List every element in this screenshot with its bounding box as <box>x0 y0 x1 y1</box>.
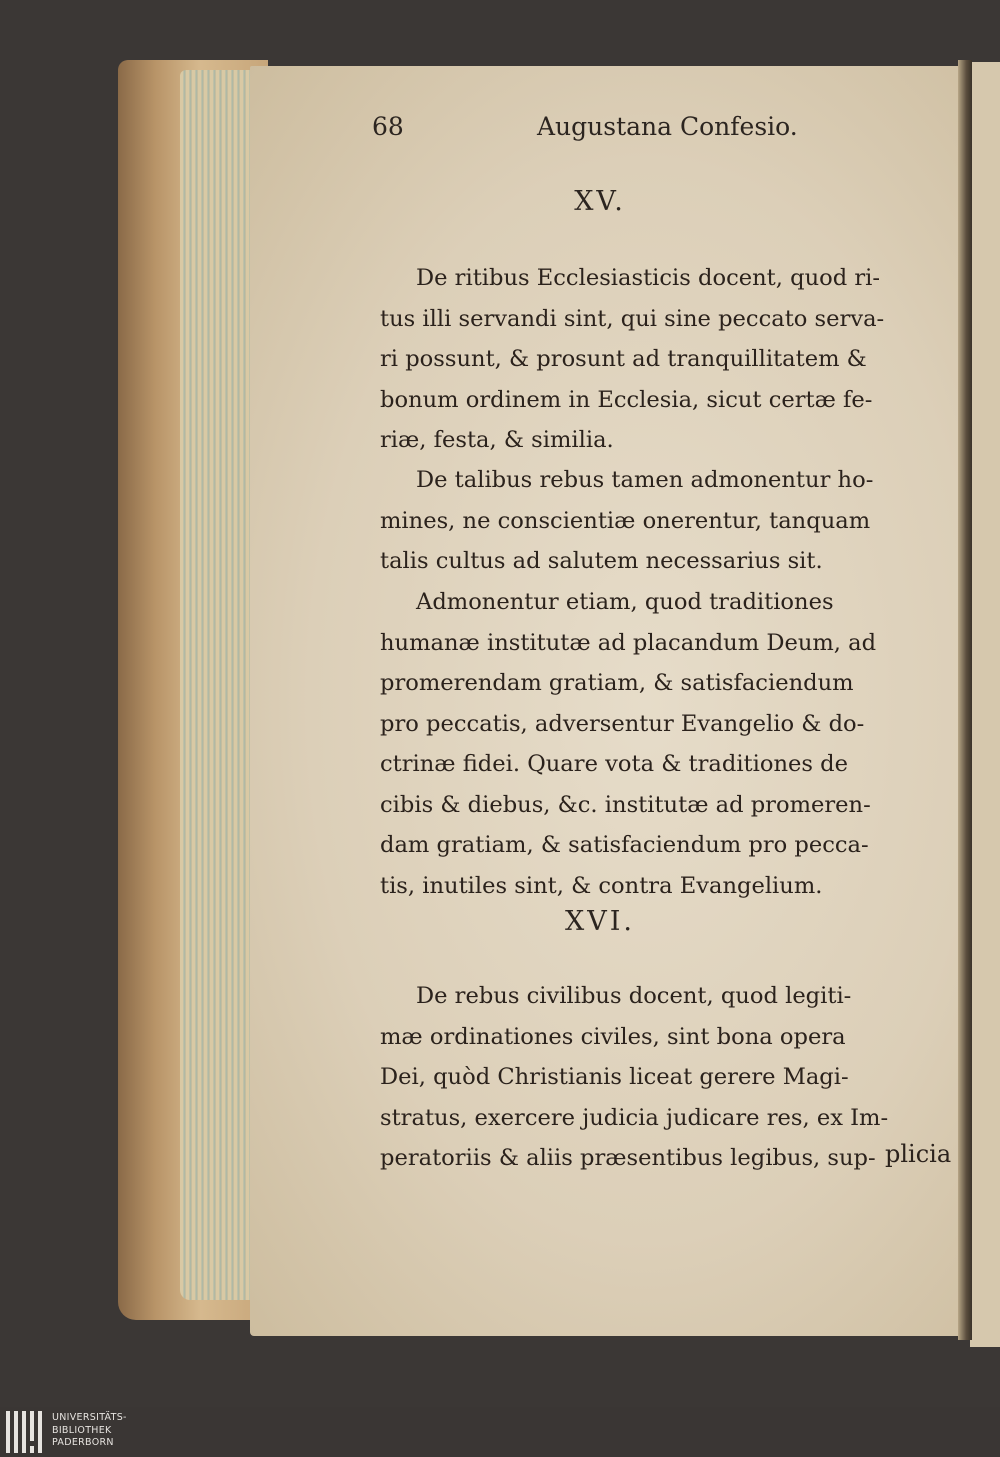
text-line: Dei, quòd Christianis liceat gerere Magi- <box>380 1064 849 1090</box>
logo-line: BIBLIOTHEK <box>52 1424 112 1436</box>
facing-page-fragment <box>970 62 1000 1347</box>
library-logo-icon <box>6 1411 46 1453</box>
text-line: ctrinæ fidei. Quare vota & traditiones de <box>380 751 848 777</box>
footer-bar <box>0 1407 1000 1457</box>
paragraph-xvi-1 <box>380 976 958 1179</box>
text-line: pro peccatis, adversentur Evangelio & do- <box>380 710 865 737</box>
section-heading-xv: XV. <box>574 186 626 217</box>
page-edges <box>180 70 260 1300</box>
running-title: Augustana Confesio. <box>537 112 798 141</box>
text-line: dam gratiam, & satisfaciendum pro pecca- <box>380 832 869 858</box>
text-line: tus illi servandi sint, qui sine peccato serva- <box>380 305 885 332</box>
text-line: tis, inutiles sint, & contra Evangelium. <box>380 872 823 899</box>
page-number: 68 <box>372 112 404 141</box>
text-line: mines, ne conscientiæ onerentur, tanquam <box>380 507 871 534</box>
running-head <box>372 112 812 152</box>
catchword: plicia <box>885 1140 952 1168</box>
text-line: De rebus civilibus docent, quod legiti- <box>416 983 852 1009</box>
text-line: humanæ institutæ ad placandum Deum, ad <box>380 629 877 656</box>
text-line: ri possunt, & prosunt ad tranquillitatem & <box>380 346 867 372</box>
library-logo-text <box>52 1412 127 1450</box>
text-line: stratus, exercere judicia judicare res, ex Im- <box>380 1104 889 1131</box>
text-line: talis cultus ad salutem necessarius sit. <box>380 548 823 574</box>
book-gutter <box>958 60 972 1340</box>
text-line: promerendam gratiam, & satisfaciendum <box>380 670 854 696</box>
section-heading-xvi: XVI. <box>565 906 635 937</box>
text-line: riæ, festa, & similia. <box>380 427 614 453</box>
text-line: Admonentur etiam, quod traditiones <box>416 589 834 615</box>
text-line: cibis & diebus, &c. institutæ ad promeren- <box>380 791 871 818</box>
paragraph-xv-2 <box>380 460 958 582</box>
logo-line: UNIVERSITÄTS- <box>52 1412 127 1423</box>
text-line: peratoriis & aliis præsentibus legibus, sup- <box>380 1145 876 1171</box>
logo-line: PADERBORN <box>52 1437 114 1448</box>
text-line: De talibus rebus tamen admonentur ho- <box>416 467 874 493</box>
text-line: De ritibus Ecclesiasticis docent, quod ri- <box>416 265 881 291</box>
paragraph-xv-3 <box>380 582 958 906</box>
paragraph-xv-1 <box>380 258 958 461</box>
text-line: mæ ordinationes civiles, sint bona opera <box>380 1023 846 1050</box>
text-line: bonum ordinem in Ecclesia, sicut certæ fe- <box>380 386 873 413</box>
